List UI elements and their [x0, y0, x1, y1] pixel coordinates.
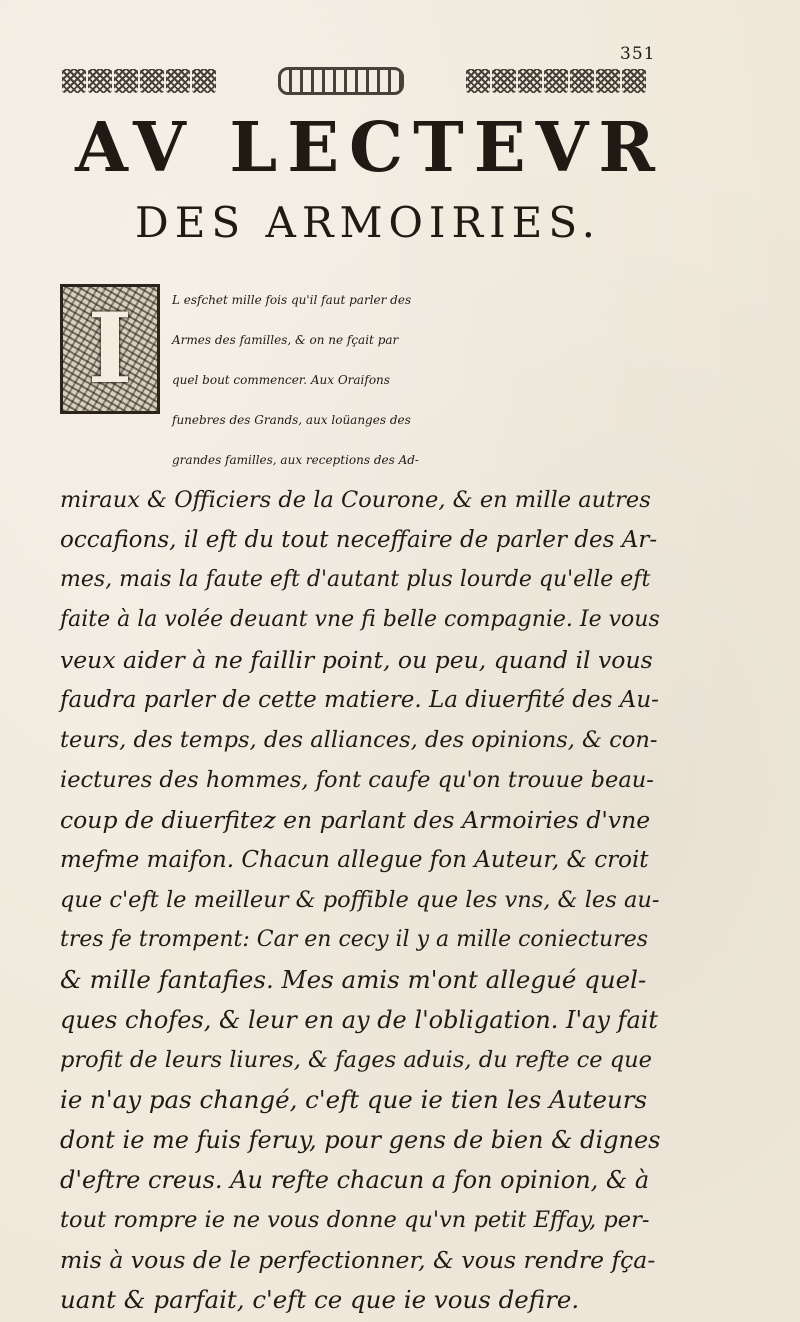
- text-line: tout rompre ie ne vous donne qu'vn petit Effay, per-: [60, 1207, 650, 1233]
- text-line: uant & parfait, c'eft ce que ie vous defire.: [60, 1285, 580, 1314]
- text-line: L esfchet mille fois qu'il faut parler des: [172, 293, 412, 307]
- text-line: iectures des hommes, font caufe qu'on trouue beau-: [60, 767, 654, 793]
- text-line: & mille fantafies. Mes amis m'ont allegué quel-: [60, 965, 647, 994]
- ornament-center: [278, 67, 404, 95]
- text-line: veux aider à ne faillir point, ou peu, quand il vous: [60, 646, 653, 674]
- decorated-initial-letter: I: [87, 292, 133, 405]
- page-number: 351: [620, 44, 656, 64]
- text-line: mefme maifon. Chacun allegue fon Auteur, & croit: [60, 847, 649, 873]
- text-line: Armes des familles, & on ne fçait par: [172, 333, 399, 347]
- text-line: occafions, il eft du tout neceffaire de parler des Ar-: [60, 527, 658, 553]
- text-line: d'eftre creus. Au refte chacun a fon opinion, & à: [60, 1166, 650, 1194]
- text-line: quel bout commencer. Aux Oraifons: [172, 373, 390, 387]
- text-line: que c'eft le meilleur & poffible que les vns, & les au-: [60, 887, 660, 913]
- text-line: dont ie me fuis feruy, pour gens de bien & dignes: [60, 1126, 661, 1154]
- text-line: ie n'ay pas changé, c'eft que ie tien les Auteurs: [60, 1085, 648, 1114]
- text-line: mis à vous de le perfectionner, & vous rendre fça-: [60, 1246, 656, 1274]
- body-text: [60, 280, 660, 1320]
- text-line: grandes familles, aux receptions des Ad-: [172, 453, 419, 467]
- text-line: miraux & Officiers de la Courone, & en mille autres: [60, 487, 651, 513]
- text-line: mes, mais la faute eft d'autant plus lourde qu'elle eft: [60, 567, 651, 592]
- text-line: faudra parler de cette matiere. La diuerfité des Au-: [60, 687, 659, 713]
- text-line: funebres des Grands, aux loüanges des: [172, 413, 411, 427]
- text-line: tres fe trompent: Car en cecy il y a mille coniectures: [60, 927, 649, 952]
- text-line: teurs, des temps, des alliances, des opinions, & con-: [60, 727, 658, 753]
- text-line: faite à la volée deuant vne fi belle compagnie. Ie vous: [60, 607, 660, 632]
- text-line: ques chofes, & leur en ay de l'obligation. I'ay fait: [60, 1006, 659, 1034]
- text-line: profit de leurs liures, & fages aduis, du refte ce que: [60, 1047, 652, 1073]
- text-line: coup de diuerfitez en parlant des Armoiries d'vne: [60, 806, 651, 834]
- page-subtitle: DES ARMOIRIES.: [135, 198, 601, 247]
- ornamental-headband: [62, 64, 646, 98]
- page-title: AV LECTEVR: [75, 108, 665, 188]
- ornament-right: [466, 69, 646, 93]
- ornament-left: [62, 69, 216, 93]
